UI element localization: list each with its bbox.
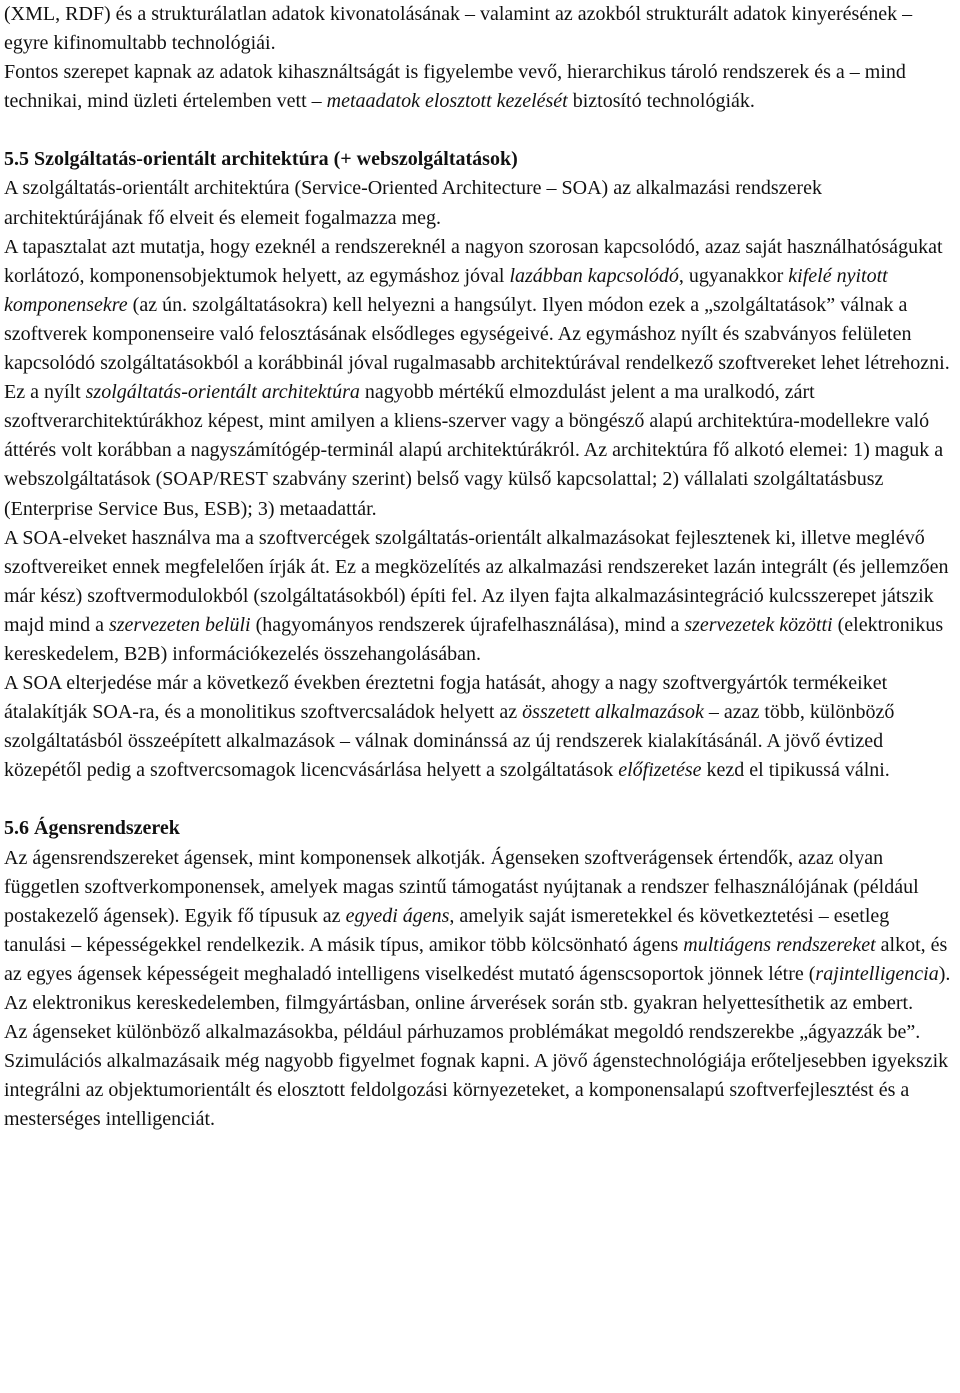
document-page — [4, 0, 956, 1134]
soa-paragraph-1: A szolgáltatás-orientált architektúra (Service-Oriented Architecture – SOA) az alkalmazási rendszerek architektúrájának fő elveit és elemeit fogalmazza meg. — [4, 177, 822, 229]
soa-paragraph-2 — [4, 233, 956, 378]
text-run: nagyobb mértékű elmozdulást jelent a ma uralkodó, zárt szoftverarchitektúrákhoz képest, mint amilyen a kliens-szerver vagy a böngésző alapú architektúra-modellekre való áttérés volt korábban a nagyszámítógép-terminál alapú architektúrákról. Az architektúra fő alkotó elemei: 1) maguk a webszolgáltatások (SOAP/REST szabvány szerint) belső vagy külső kapcsolattal; 2) vállalati szolgáltatásbusz (Enterprise Service Bus, ESB); 3) metaadattár. — [4, 381, 944, 520]
italic-term: összetett alkalmazások — [522, 701, 704, 724]
text-run: A SOA-elveket használva ma a szoftvercégek szolgáltatás-orientált alkalmazásokat fejlesztenek ki, illetve meglévő szoftvereiket ennek megfelelően írják át. Ez a megközelítés az alkalmazási rendszereket lazán integrált (és jellemzően már kész) szoftvermodulokból (szolgáltatásokból) építi fel. Az ilyen fajta alkalmazásintegráció kulcsszerepet játszik majd mind a — [4, 526, 949, 636]
italic-term: szervezetek közötti — [684, 613, 833, 636]
text-run: Ez a nyílt — [4, 381, 86, 404]
italic-term: multiágens rendszereket — [683, 933, 876, 956]
italic-term: lazábban kapcsolódó — [509, 264, 679, 287]
text-run: biztosító technológiák. — [567, 90, 755, 113]
intro-paragraph-2 — [4, 58, 956, 116]
intro-paragraph-1: (XML, RDF) és a strukturálatlan adatok kivonatolásának – valamint az azokból strukturált adatok kinyerésének – egyre kifinomultabb technológiái. — [4, 3, 913, 55]
italic-term: metaadatok elosztott kezelését — [326, 90, 568, 113]
text-run: , ugyanakkor — [678, 264, 789, 287]
section-heading-5-6: 5.6 Ágensrendszerek — [4, 817, 180, 840]
italic-term: szolgáltatás-orientált architektúra — [85, 381, 360, 404]
italic-term: szervezeten belüli — [108, 613, 251, 636]
italic-term: kifelé nyitott komponensekre — [4, 264, 888, 316]
soa-paragraph-3 — [4, 378, 956, 523]
text-run: kezd el tipikussá válni. — [701, 759, 890, 782]
paragraph-gap — [4, 785, 956, 814]
text-run: (hagyományos rendszerek újrafelhasználása), mind a — [250, 613, 685, 636]
section-heading-5-5: 5.5 Szolgáltatás-orientált architektúra (+ webszolgáltatások) — [4, 148, 518, 171]
text-run: A tapasztalat azt mutatja, hogy ezeknél a rendszereknél a nagyon szorosan kapcsolódó, azaz saját használhatóságukat korlátozó, komponensobjektumok helyett, az egymáshoz jóval — [4, 235, 943, 287]
italic-term: rajintelligencia — [815, 962, 939, 985]
text-run: Az ágensrendszereket ágensek, mint komponensek alkotják. Ágenseken szoftverágensek értendők, azaz olyan független szoftverkomponensek, amelyek magas szintű támogatást nyújtanak a rendszer felhasználójának (például postakezelő ágensek). Egyik fő típusuk az — [4, 846, 919, 927]
italic-term: előfizetése — [618, 759, 702, 782]
agent-paragraph-1 — [4, 844, 956, 1019]
text-run: , amelyik saját ismeretekkel és következtetési – esetleg tanulási – képességekkel rendelkezik. A másik típus, amikor több kölcsönható ágens — [4, 904, 890, 956]
text-run: alkot, és az egyes ágensek képességeit meghaladó intelligens viselkedést mutató ágenscsoportok jönnek létre ( — [4, 933, 948, 985]
text-run: – azaz több, különböző szolgáltatásból összeépített alkalmazások – válnak dominánssá az új rendszerek kialakításánál. A jövő évtized közepétől pedig a szoftvercsomagok licencvásárlása helyett a szolgáltatások — [4, 701, 895, 782]
text-run: (elektronikus kereskedelem, B2B) információkezelés összehangolásában. — [4, 613, 944, 665]
agent-paragraph-2: Az ágenseket különböző alkalmazásokba, például párhuzamos problémákat megoldó rendszerekbe „ágyazzák be”. Szimulációs alkalmazásaik még nagyobb figyelmet fognak kapni. A jövő ágenstechnológiája erőteljesebben igyekszik integrálni az objektumorientált és elosztott feldolgozási környezeteket, a komponensalapú szoftverfejlesztést és a mesterséges intelligenciát. — [4, 1021, 949, 1131]
text-run: (az ún. szolgáltatásokra) kell helyezni a hangsúlyt. Ilyen módon ezek a „szolgáltatások” válnak a szoftverek komponenseire való felosztásának elsődleges egységeivé. Az egymáshoz nyílt és szabványos felületen kapcsolódó szolgáltatásokból a korábbinál jóval rugalmasabb architektúrával rendelkező szoftvereket lehet létrehozni. — [4, 293, 950, 375]
text-run: A SOA elterjedése már a következő években éreztetni fogja hatását, ahogy a nagy szoftvergyártók termékeiket átalakítják SOA-ra, és a monolitikus szoftvercsaládok helyett az — [4, 672, 888, 724]
italic-term: egyedi ágens — [345, 904, 450, 927]
paragraph-gap — [4, 116, 956, 145]
text-run: ). Az elektronikus kereskedelemben, filmgyártásban, online árverések során stb. gyakran helyettesíthetik az embert. — [4, 962, 951, 1014]
soa-paragraph-4 — [4, 524, 956, 669]
text-run: Fontos szerepet kapnak az adatok kihasználtságát is figyelembe vevő, hierarchikus tároló rendszerek és a – mind technikai, mind üzleti értelemben vett – — [4, 61, 906, 113]
soa-paragraph-5 — [4, 669, 956, 785]
